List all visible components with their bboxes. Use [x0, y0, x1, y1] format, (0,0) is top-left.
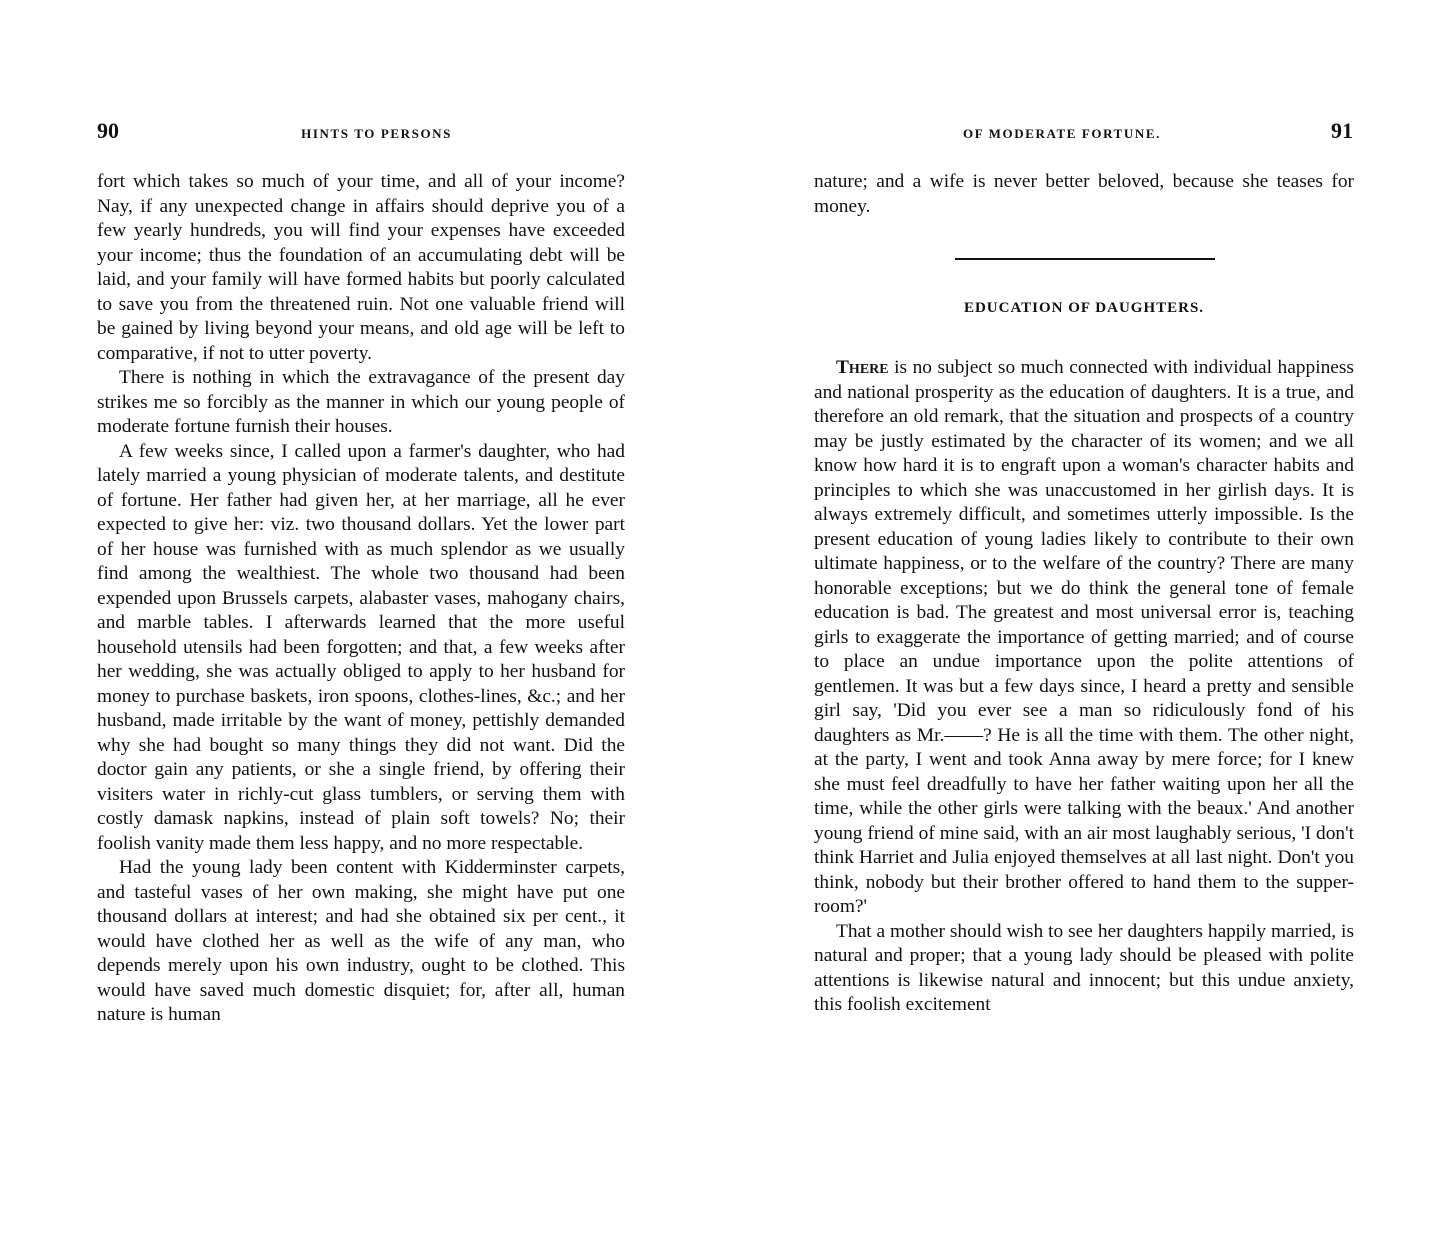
- section-divider: [955, 258, 1215, 260]
- right-body-text: [814, 356, 1354, 1018]
- right-running-title: OF MODERATE FORTUNE.: [963, 126, 1162, 141]
- left-page-number: 90: [97, 118, 119, 143]
- left-paragraph-1: fort which takes so much of your time, and all of your income? Nay, if any unexpected change in affairs should deprive you of a few yearly hundreds, you will find your expenses have exceeded your income; thus the foundation of an accumulating debt will be laid, and your family will have formed habits but poorly calculated to save you from the threatened ruin. Not one valuable friend will be gained by living beyond your means, and old age will be left to comparative, if not to utter poverty.: [97, 171, 625, 364]
- section-heading: EDUCATION OF DAUGHTERS.: [963, 300, 1205, 316]
- left-running-head: [97, 118, 622, 148]
- right-page: [722, 0, 1445, 1233]
- left-running-title: HINTS TO PERSONS: [301, 126, 452, 141]
- lead-word: There: [836, 357, 889, 378]
- right-running-head: [963, 118, 1353, 148]
- right-opening-text: [814, 170, 1354, 219]
- right-page-number: 91: [1331, 118, 1353, 143]
- left-paragraph-3: A few weeks since, I called upon a farmer's daughter, who had lately married a young physician of moderate talents, and destitute of fortune. Her father had given her, at her marriage, all he ever expected to give her: viz. two thousand dollars. Yet the lower part of her house was furnished with as much splendor as we usually find among the wealthiest. The whole two thousand had been expended upon Brussels carpets, alabaster vases, mahogany chairs, and marble tables. I afterwards learned that the more useful household utensils had been forgotten; and that, a few weeks after her wedding, she was actually obliged to apply to her husband for money to purchase baskets, iron spoons, clothes-lines, &c.; and her husband, made irritable by the want of money, pettishly demanded why she had bought so many things they did not want. Did the doctor gain any patients, or she a single friend, by offering their visiters water in richly-cut glass tumblers, or serving them with costly damask napkins, instead of plain soft towels? No; their foolish vanity made them less happy, and no more respectable.: [97, 440, 625, 854]
- right-paragraph-2: That a mother should wish to see her daughters happily married, is natural and proper; that a young lady should be pleased with polite attentions is likewise natural and innocent; but this undue anxiety, this foolish excitement: [814, 920, 1354, 1015]
- continued-paragraph: nature; and a wife is never better beloved, because she teases for money.: [814, 171, 1354, 217]
- left-paragraph-4: Had the young lady been content with Kidderminster carpets, and tasteful vases of her own making, she might have put one thousand dollars at interest; and had she obtained six per cent., it would have clothed her as well as the wife of any man, who depends merely upon his own industry, ought to be clothed. This would have saved much domestic disquiet; for, after all, human nature is human: [97, 857, 625, 1025]
- left-paragraph-2: There is nothing in which the extravagance of the present day strikes me so forcibly as the manner in which our young people of moderate fortune furnish their houses.: [97, 367, 625, 437]
- right-paragraph-1: [814, 356, 1354, 920]
- left-body-text: [97, 170, 625, 1028]
- right-paragraph-1-text: is no subject so much connected with individual happiness and national prosperity as the education of daughters. It is a true, and therefore an old remark, that the situation and prospects of a country may be justly estimated by the character of its women; and we all know how hard it is to engraft upon a woman's character habits and principles to which she was unaccustomed in her girlish days. It is always extremely difficult, and sometimes utterly impossible. Is the present education of young ladies likely to contribute to their own ultimate happiness, or to the welfare of the country? There are many honorable exceptions; but we do think the general tone of female education is bad. The greatest and most universal error is, teaching girls to exaggerate the importance of getting married; and of course to place an undue importance upon the polite attentions of gentlemen. It was but a few days since, I heard a pretty and sensible girl say, 'Did you ever see a man so ridiculously fond of his daughters as Mr.——? He is all the time with them. The other night, at the party, I went and took Anna away by mere force; for I knew she must feel dreadfully to have her father waiting upon her all the time, while the other girls were talking with the beaux.' And another young friend of mine said, with an air most laughably serious, 'I don't think Harriet and Julia enjoyed themselves at all last night. Don't you think, nobody but their brother offered to hand them to the supper-room?': [814, 357, 1354, 917]
- left-page: [0, 0, 722, 1233]
